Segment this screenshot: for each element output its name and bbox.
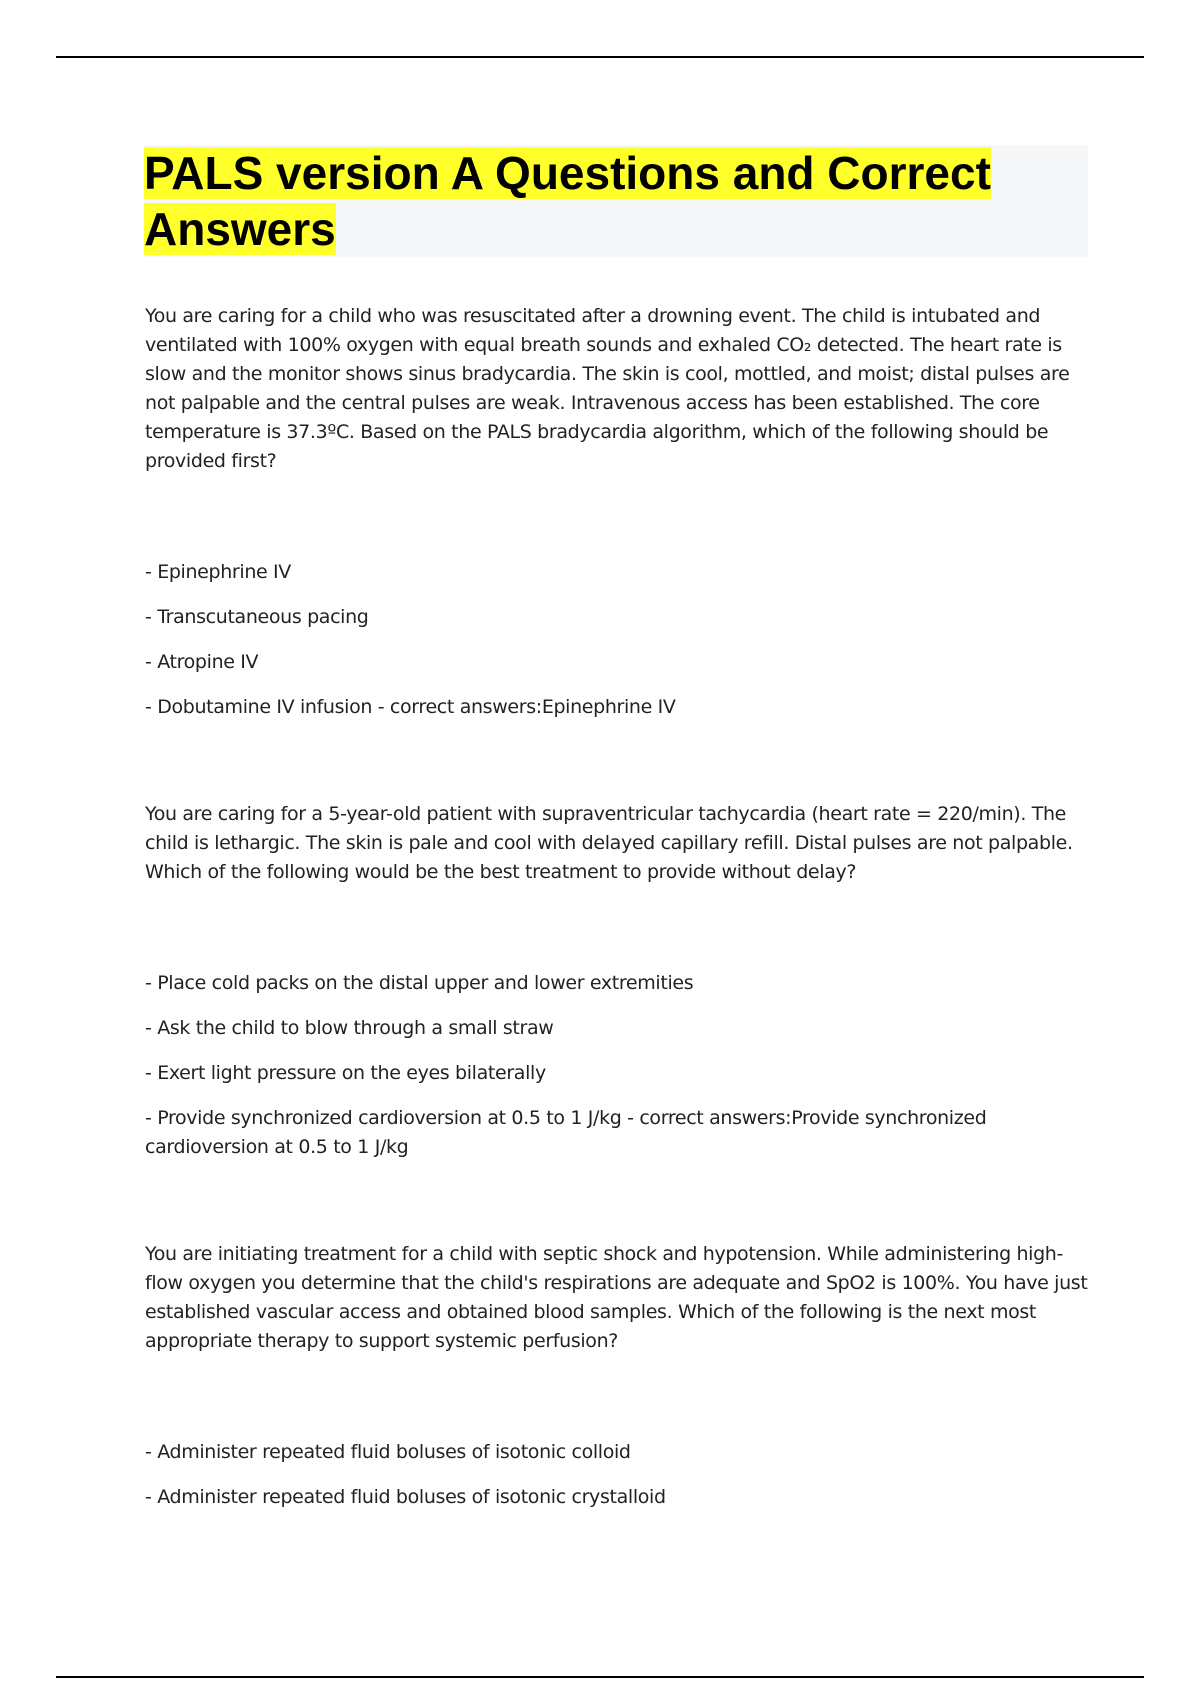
answer-option: - Ask the child to blow through a small straw [145,1017,554,1039]
answer-options [145,969,1090,1162]
answer-option: - Epinephrine IV [145,561,291,583]
question-block-2 [145,800,1090,1162]
answer-option: - Administer repeated fluid boluses of isotonic colloid [145,1441,631,1463]
question-block-1 [145,302,1090,722]
answer-options [145,558,1090,722]
question-block-3 [145,1240,1090,1512]
page-title [144,145,1088,257]
answer-option: - Transcutaneous pacing [145,606,369,628]
question-text: You are caring for a child who was resuscitated after a drowning event. The child is intubated and ventilated with 100% oxygen with equal breath sounds and exhaled CO₂ detected. The heart rate is slow and the monitor shows sinus bradycardia. The skin is cool, mottled, and moist; distal pulses are not palpable and the central pulses are weak. Intravenous access has been established. The core temperature is 37.3ºC. Based on the PALS bradycardia algorithm, which of the following should be provided first? [145,305,1070,472]
question-text: You are initiating treatment for a child with septic shock and hypotension. While administering high-flow oxygen you determine that the child's respirations are adequate and SpO2 is 100%. You have just established vascular access and obtained blood samples. Which of the following is the next most appropriate therapy to support systemic perfusion? [145,1243,1088,1352]
answer-option: - Exert light pressure on the eyes bilaterally [145,1062,546,1084]
title-line-1: PALS version A Questions and Correct [144,147,991,199]
top-rule [56,56,1144,58]
question-text: You are caring for a 5-year-old patient with supraventricular tachycardia (heart rate = 220/min). The child is lethargic. The skin is pale and cool with delayed capillary refill. Distal pulses are not palpable. Which of the following would be the best treatment to provide without delay? [145,803,1073,883]
answer-option-with-correct-answer: - Provide synchronized cardioversion at 0.5 to 1 J/kg - correct answers:Provide synchronized cardioversion at 0.5 to 1 J/kg [145,1107,987,1158]
answer-options [145,1438,1090,1512]
answer-option: - Administer repeated fluid boluses of isotonic crystalloid [145,1486,666,1508]
answer-option-with-correct-answer: - Dobutamine IV infusion - correct answers:Epinephrine IV [145,696,676,718]
bottom-rule [56,1676,1144,1678]
document-body [145,302,1090,1528]
answer-option: - Place cold packs on the distal upper and lower extremities [145,972,694,994]
title-line-2: Answers [144,203,336,255]
answer-option: - Atropine IV [145,651,259,673]
title-block [144,145,1088,257]
